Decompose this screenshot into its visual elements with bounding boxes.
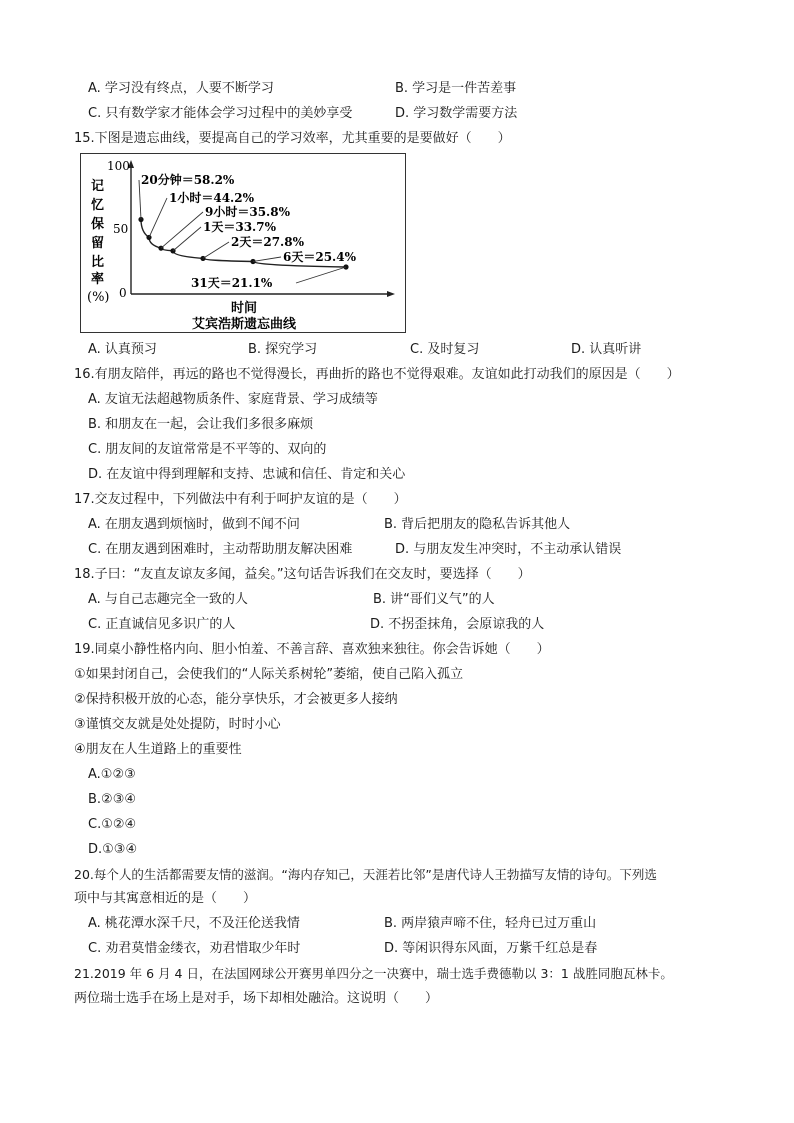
point-leader-line [296,267,346,283]
q19-option-a: A.①②③ [88,767,136,782]
q17-stem: 17.交友过程中，下列做法中有利于呵护友谊的是（ ） [74,492,407,507]
q17-option-d: D. 与朋友发生冲突时，不主动承认错误 [395,542,622,557]
q14-option-a: A. 学习没有终点，人要不断学习 [88,81,274,96]
q14-option-d: D. 学习数学需要方法 [395,106,518,121]
q18-stem: 18.子曰：“友直友谅友多闻，益矣。”这句话告诉我们在交友时，要选择（ ） [74,567,531,582]
point-leader-line [149,198,167,237]
ytick-0: 0 [119,286,127,300]
point-label: 6天＝25.4% [283,250,356,264]
q20-stem-line1: 20.每个人的生活都需要友情的滋润。“海内存知己，天涯若比邻”是唐代诗人王勃描写友情的诗句。下列选 [74,867,657,882]
ylabel-char: 记 [91,179,105,194]
q21-stem-line1: 21.2019 年 6 月 4 日，在法国网球公开赛男单四分之一决赛中，瑞士选手费德勒以 3：1 战胜同胞瓦林卡。 [74,966,673,981]
ylabel-char: (%) [87,290,110,305]
chart-title: 艾宾浩斯遗忘曲线 [191,317,297,332]
q20-option-c: C. 劝君莫惜金缕衣，劝君惜取少年时 [88,941,301,956]
q19-option-b: B.②③④ [88,792,137,807]
q19-option-c: C.①②④ [88,817,137,832]
q16-option-c: C. 朋友间的友谊常常是不平等的、双向的 [88,442,327,457]
q19-stem: 19.同桌小静性格内向、胆小怕羞、不善言辞、喜欢独来独往。你会告诉她（ ） [74,642,550,657]
ylabel-char: 比 [91,255,105,270]
y-axis-label [87,178,110,305]
q21-stem-line2: 两位瑞士选手在场上是对手，场下却相处融洽。这说明（ ） [74,991,439,1006]
q17-option-c: C. 在朋友遇到困难时，主动帮助朋友解决困难 [88,542,353,557]
q18-option-c: C. 正直诚信见多识广的人 [88,617,236,632]
q19-option-d: D.①③④ [88,842,138,857]
q16-option-d: D. 在友谊中得到理解和支持、忠诚和信任、肯定和关心 [88,467,406,482]
q19-item-1: ①如果封闭自己，会使我们的“人际关系树轮”萎缩，使自己陷入孤立 [74,667,464,682]
q20-option-d: D. 等闲识得东风面，万紫千红总是春 [384,941,598,956]
q15-option-c: C. 及时复习 [410,342,480,357]
q17-option-a: A. 在朋友遇到烦恼时，做到不闻不问 [88,517,300,532]
point-leader-line [173,227,201,251]
point-label: 1天＝33.7% [203,220,276,234]
q20-stem-line2: 项中与其寓意相近的是（ ） [74,891,257,906]
point-label: 31天＝21.1% [191,276,273,290]
q14-option-b: B. 学习是一件苦差事 [395,81,517,96]
ylabel-char: 忆 [91,198,105,213]
forgetting-curve-svg [81,154,405,332]
q18-option-d: D. 不拐歪抹角，会原谅我的人 [370,617,545,632]
q15-stem: 15.下图是遗忘曲线，要提高自己的学习效率，尤其重要的是要做好（ ） [74,131,511,146]
x-axis-arrow [387,291,395,297]
q19-item-2: ②保持积极开放的心态，能分享快乐，才会被更多人接纳 [74,692,398,707]
point-leader-line [253,257,281,261]
x-axis-label: 时间 [230,301,258,316]
point-label: 9小时＝35.8% [205,205,290,219]
q15-option-a: A. 认真预习 [88,342,157,357]
point-label: 1小时＝44.2% [169,191,254,205]
q18-option-a: A. 与自己志趣完全一致的人 [88,592,248,607]
ylabel-char: 留 [91,236,105,251]
q15-option-b: B. 探究学习 [248,342,318,357]
q15-option-d: D. 认真听讲 [571,342,642,357]
ytick-50: 50 [113,222,129,236]
q20-option-b: B. 两岸猿声啼不住，轻舟已过万重山 [384,916,597,931]
curve-point [146,235,151,240]
q20-option-a: A. 桃花潭水深千尺，不及汪伦送我情 [88,916,300,931]
ylabel-char: 保 [91,217,105,232]
forgetting-curve-chart [80,153,406,333]
q16-stem: 16.有朋友陪伴，再远的路也不觉得漫长，再曲折的路也不觉得艰难。友谊如此打动我们的原因是（ ） [74,367,680,382]
q18-option-b: B. 讲“哥们义气”的人 [373,592,495,607]
point-leader-line [203,242,229,258]
q17-option-b: B. 背后把朋友的隐私告诉其他人 [384,517,571,532]
q16-option-b: B. 和朋友在一起，会让我们多很多麻烦 [88,417,314,432]
ytick-100: 100 [107,159,130,173]
ylabel-char: 率 [91,272,105,287]
point-label: 2天＝27.8% [231,235,304,249]
q16-option-a: A. 友谊无法超越物质条件、家庭背景、学习成绩等 [88,392,378,407]
curve-point [200,256,205,261]
q19-item-3: ③谨慎交友就是处处提防，时时小心 [74,717,281,732]
point-label: 20分钟＝58.2% [141,173,235,187]
q14-option-c: C. 只有数学家才能体会学习过程中的美妙享受 [88,106,353,121]
q19-item-4: ④朋友在人生道路上的重要性 [74,742,242,757]
